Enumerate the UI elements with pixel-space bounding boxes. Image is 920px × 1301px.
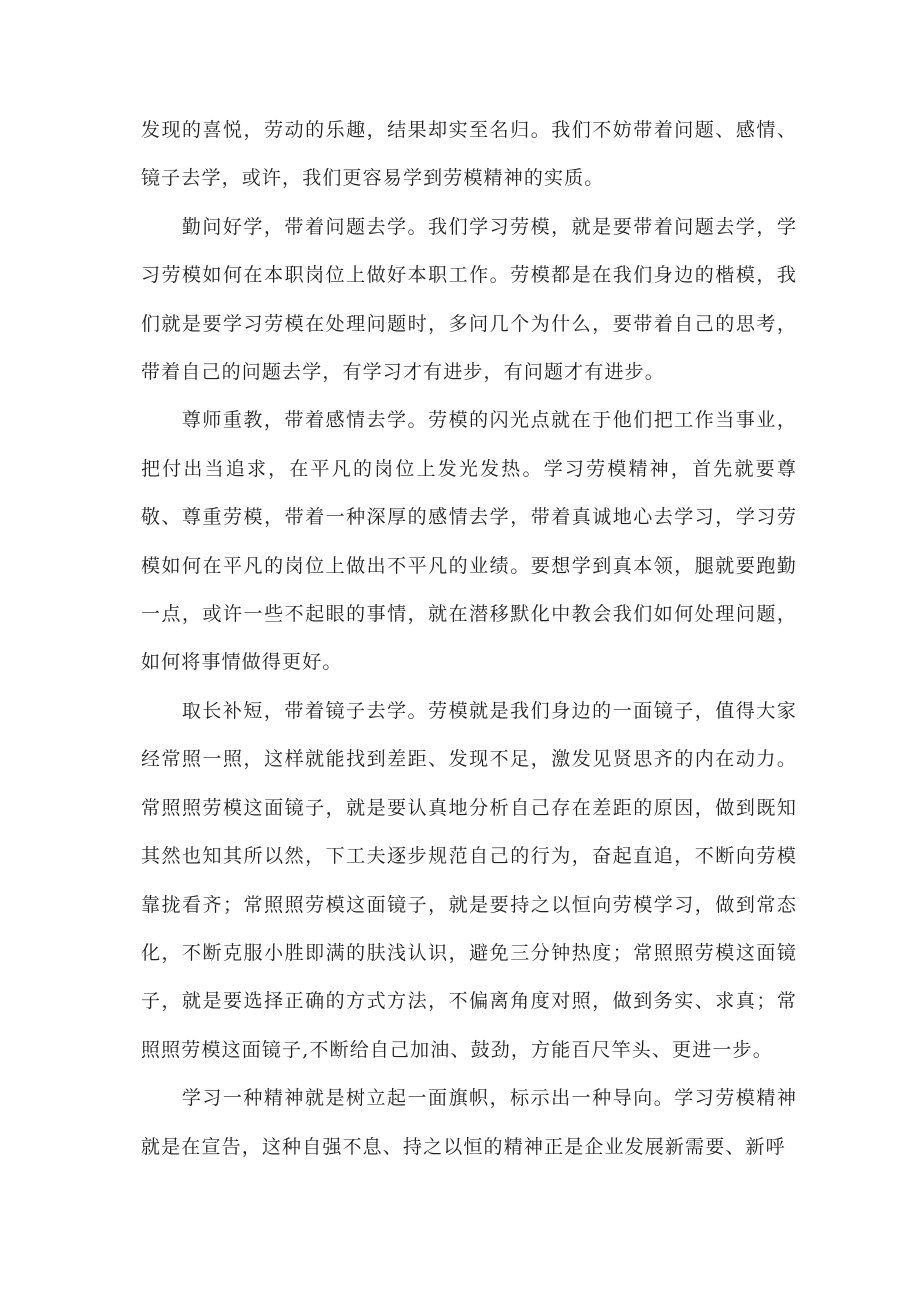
paragraph-mirror: 取长补短，带着镜子去学。劳模就是我们身边的一面镜子，值得大家经常照一照，这样就能找到差距、发现不足，激发见贤思齐的内在动力。常照照劳模这面镜子，就是要认真地分析自己存在差距的原因，做到既知其然也知其所以然，下工夫逐步规范自己的行为，奋起直追，不断向劳模靠拢看齐；常照照劳模这面镜子，就是要持之以恒向劳模学习，做到常态化，不断克服小胜即满的肤浅认识，避免三分钟热度；常照照劳模这面镜子，就是要选择正确的方式方法，不偏离角度对照，做到务实、求真；常照照劳模这面镜子,不断给自己加油、鼓劲，方能百尺竿头、更进一步。 [141,699,797,1061]
paragraph-continuation: 发现的喜悦，劳动的乐趣，结果却实至名归。我们不妨带着问题、感情、镜子去学，或许，我们更容易学到劳模精神的实质。 [141,119,797,190]
paragraph-spirit-flag: 学习一种精神就是树立起一面旗帜，标示出一种导向。学习劳模精神就是在宣告，这种自强不息、持之以恒的精神正是企业发展新需要、新呼 [141,1087,797,1158]
document-body [141,106,797,1171]
paragraph-ask-questions: 勤问好学，带着问题去学。我们学习劳模，就是要带着问题去学，学习劳模如何在本职岗位上做好本职工作。劳模都是在我们身边的楷模，我们就是要学习劳模在处理问题时，多问几个为什么，要带着自己的思考，带着自己的问题去学，有学习才有进步，有问题才有进步。 [141,215,797,384]
paragraph-with-feeling: 尊师重教，带着感情去学。劳模的闪光点就在于他们把工作当事业，把付出当追求，在平凡的岗位上发光发热。学习劳模精神，首先就要尊敬、尊重劳模，带着一种深厚的感情去学，带着真诚地心去学习，学习劳模如何在平凡的岗位上做出不平凡的业绩。要想学到真本领，腿就要跑勤一点，或许一些不起眼的事情，就在潜移默化中教会我们如何处理问题，如何将事情做得更好。 [141,409,797,674]
